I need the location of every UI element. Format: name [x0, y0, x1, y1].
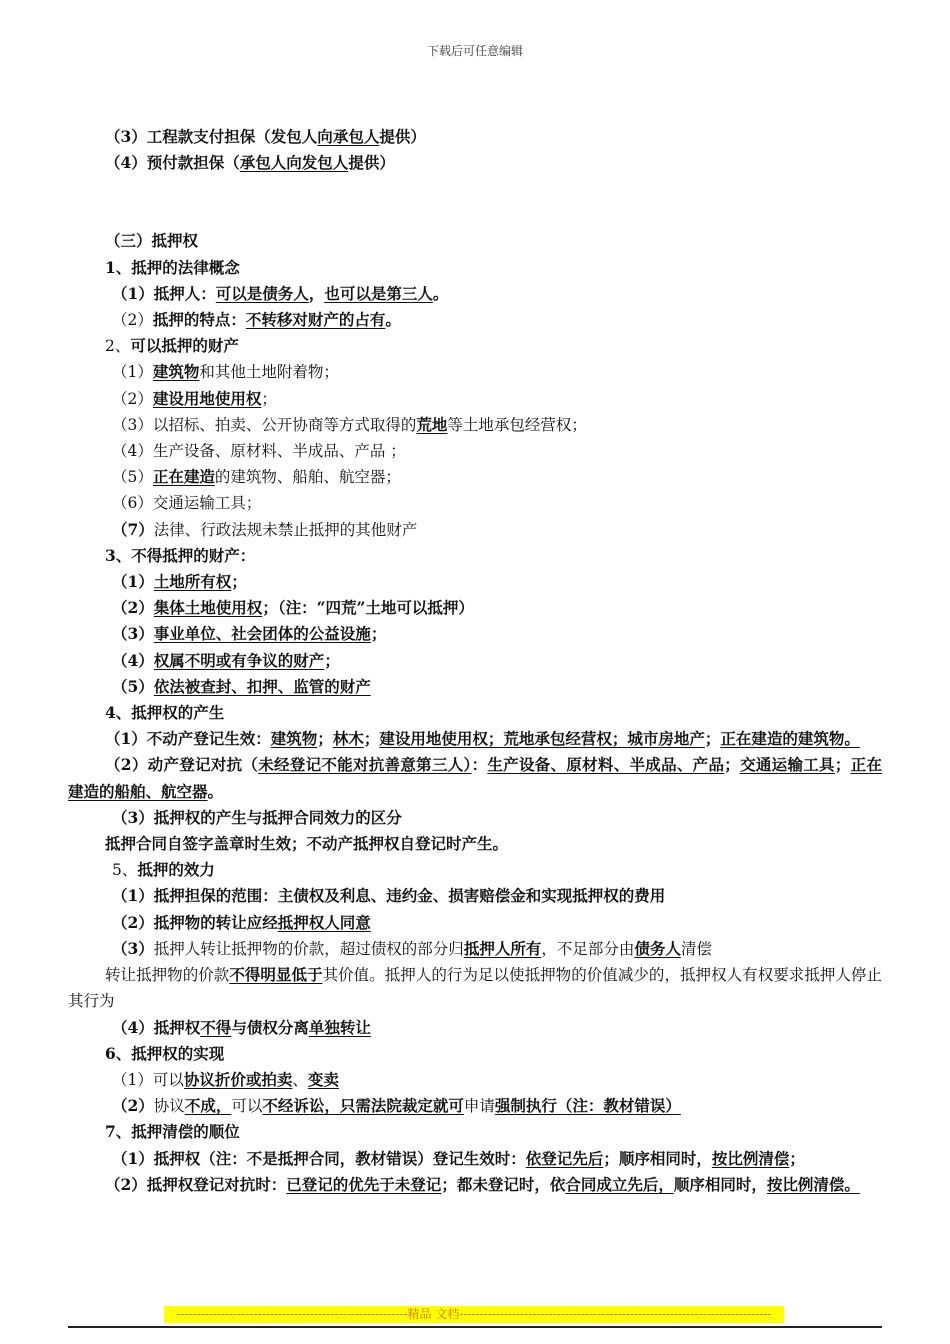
doc-line — [68, 569, 882, 595]
text-segment: （2） — [112, 389, 153, 408]
underlined-text: 荒地 — [416, 414, 448, 434]
underlined-text: 抵押权人同意 — [277, 912, 371, 932]
text-segment: 和其他土地附着物； — [199, 363, 339, 382]
doc-line — [68, 726, 882, 752]
text-segment: ； — [370, 624, 387, 644]
doc-line — [68, 543, 882, 569]
underlined-text: 依登记先后 — [525, 1148, 604, 1168]
text-segment: （2）抵押权登记对抗时： — [105, 1174, 287, 1194]
doc-line — [68, 1041, 882, 1067]
text-segment: （5） — [112, 468, 153, 487]
underlined-text: 承包人向发包人 — [239, 153, 349, 173]
underlined-text: 承包人 — [332, 127, 380, 146]
text-segment: 顺序相同时， — [673, 1174, 767, 1194]
text-segment: （4）生产设备、原材料、半成品、产品 ； — [112, 442, 406, 461]
text-segment: 可以抵押的财产 — [130, 336, 239, 356]
underlined-text: 变卖 — [307, 1069, 339, 1089]
text-segment: ； — [317, 729, 333, 749]
underlined-text: 也可以是第三人 — [324, 283, 433, 303]
underlined-text: 集体土地使用权 — [153, 598, 263, 618]
doc-line — [68, 307, 882, 333]
text-segment: （4）抵押权 — [112, 1017, 201, 1037]
text-segment: （3）工程款支付担保（发包人 — [105, 127, 318, 146]
text-segment: （2）抵押物的转让应经 — [112, 912, 278, 932]
underlined-text: 权属不明或有争议的财产 — [153, 650, 325, 670]
text-segment: 。 — [207, 781, 224, 801]
text-segment: ； — [789, 1148, 805, 1168]
doc-line — [68, 281, 882, 307]
underlined-text: 抵押人所有 — [463, 938, 542, 958]
text-segment: （3） — [112, 938, 154, 958]
text-segment: ； — [231, 572, 247, 592]
text-segment: 抵押人转让抵押物的价款，超过债权的部分归 — [153, 939, 464, 958]
text-segment: ； — [724, 755, 740, 775]
text-segment: ；都未登记时，依 — [441, 1174, 566, 1194]
doc-line — [68, 621, 882, 647]
underlined-text: 事业单位、社会团体的公益设施 — [153, 624, 371, 644]
doc-line — [68, 674, 882, 700]
doc-line — [68, 412, 882, 438]
text-segment: ； — [834, 755, 851, 775]
footer-banner: ---------------------------------------------------------精品 文档----------------------------------------------------------------------------- — [164, 1306, 784, 1323]
document-body — [68, 124, 882, 1198]
text-segment: （7） — [112, 519, 154, 539]
doc-line — [68, 386, 882, 412]
text-segment: 协议 — [153, 1097, 185, 1116]
underlined-text: 不成， — [184, 1096, 232, 1116]
text-segment: （3） — [112, 624, 154, 644]
doc-line — [68, 517, 882, 543]
text-segment: 提供） — [348, 153, 395, 173]
underlined-text: 建筑物 — [270, 729, 318, 749]
underlined-text: 已登记的优先于未登记 — [286, 1174, 442, 1194]
text-segment: ； — [363, 729, 380, 749]
underlined-text: 林木 — [332, 729, 364, 749]
doc-line — [68, 228, 882, 254]
page-header: 下载后可任意编辑 — [426, 44, 523, 58]
text-segment: 等土地承包经营权； — [447, 415, 587, 434]
text-segment: 清偿 — [680, 939, 712, 958]
doc-line — [68, 910, 882, 936]
text-segment: 5、 — [112, 861, 138, 880]
text-segment: 3、不得抵押的财产： — [105, 545, 256, 565]
doc-line — [68, 1067, 882, 1093]
doc-line — [68, 857, 882, 883]
text-segment: 4、抵押权的产生 — [105, 703, 225, 723]
text-segment: 6、抵押权的实现 — [105, 1043, 225, 1063]
underlined-text: 未经登记不能对抗善意第三人） — [258, 755, 472, 775]
text-segment: （3）抵押权的产生与抵押合同效力的区分 — [112, 807, 402, 827]
text-segment: （2） — [112, 311, 153, 330]
text-segment: （6）交通运输工具； — [112, 494, 262, 513]
doc-line — [68, 124, 882, 150]
doc-line — [68, 1015, 882, 1041]
underlined-text: 债务人 — [634, 938, 681, 958]
text-segment: （4）预付款担保（ — [105, 153, 240, 173]
underlined-text: 建筑物 — [152, 362, 200, 382]
doc-line — [68, 1093, 882, 1119]
text-segment: （1）抵押担保的范围：主债权及利息、违约金、损害赔偿金和实现抵押权的费用 — [112, 886, 666, 906]
underlined-text: 不得 — [200, 1017, 232, 1037]
doc-line — [68, 648, 882, 674]
doc-line — [68, 1119, 882, 1145]
underlined-text: 正在建造 — [152, 467, 215, 487]
doc-line — [68, 752, 882, 804]
doc-line — [68, 805, 882, 831]
text-segment: （2） — [112, 1096, 154, 1116]
text-segment: 7、抵押清偿的顺位 — [105, 1122, 240, 1142]
text-segment: （1） — [112, 363, 153, 382]
text-segment: ， — [308, 283, 325, 303]
doc-line — [68, 490, 882, 516]
text-segment: 的建筑物、船舶、航空器； — [214, 468, 401, 487]
text-segment: ；顺序相同时， — [603, 1148, 712, 1168]
underlined-text: 土地所有权 — [153, 572, 232, 592]
text-segment: （三）抵押权 — [105, 231, 199, 251]
underlined-text: 不经诉讼，只需法院裁定就可 — [262, 1096, 464, 1116]
text-segment: （1）抵押权（注：不是抵押合同，教材错误）登记生效时： — [112, 1148, 526, 1168]
text-segment: （1）可以 — [112, 1070, 184, 1089]
text-segment: 抵押合同自签字盖章时生效；不动产抵押权自登记时产生。 — [105, 834, 509, 854]
doc-line — [68, 438, 882, 464]
text-segment: （4） — [112, 650, 154, 670]
underlined-text: 协议折价或拍卖 — [183, 1069, 293, 1089]
doc-line — [68, 333, 882, 359]
text-segment: ； — [324, 650, 340, 670]
doc-line — [68, 150, 882, 176]
underlined-text: 按比例清偿。 — [766, 1174, 860, 1194]
underlined-text: 正在建造的船舶、航空器 — [68, 755, 882, 801]
text-segment: （1） — [112, 572, 154, 592]
underlined-text: 强制执行（注：教材错误） — [494, 1096, 681, 1116]
text-segment: 1、抵押的法律概念 — [105, 257, 240, 277]
text-segment: 与债权分离 — [231, 1017, 309, 1037]
text-segment: （1）抵押人： — [112, 283, 216, 303]
text-segment: 。 — [385, 310, 401, 330]
underlined-text: 不得明显低于 — [229, 965, 323, 985]
text-segment: 抵押的特点： — [152, 310, 246, 330]
text-segment: （2）动产登记对抗（ — [105, 755, 259, 775]
text-segment: （3）以招标、拍卖、公开协商等方式取得的 — [112, 415, 417, 434]
text-segment: 其价值。抵押人的行为足以使抵押物的价值减少的，抵押权人有权要求抵押人停止其行为 — [68, 966, 882, 1011]
text-segment: ； — [261, 389, 277, 408]
text-segment: 法律、行政法规未禁止抵押的其他财产 — [153, 520, 418, 539]
paragraph-gap — [68, 176, 882, 228]
underlined-text: 生产设备、原材料、半成品、产品 — [487, 755, 725, 775]
doc-line — [68, 883, 882, 909]
doc-line — [68, 359, 882, 385]
text-segment: ： — [471, 755, 488, 775]
text-segment: 、 — [292, 1070, 308, 1089]
underlined-text: 按比例清偿 — [711, 1148, 790, 1168]
text-segment: 。 — [432, 283, 449, 303]
underlined-text: 向 — [317, 127, 333, 146]
text-segment: ；（注：“四荒”土地可以抵押） — [262, 598, 474, 618]
text-segment: （2） — [112, 598, 154, 618]
doc-line — [68, 255, 882, 281]
doc-line — [68, 1172, 882, 1198]
text-segment: ，不足部分由 — [541, 939, 635, 958]
text-segment: （1）不动产登记生效： — [105, 729, 271, 749]
text-segment: 转让抵押物的价款 — [105, 966, 230, 985]
text-segment: 申请 — [463, 1097, 495, 1116]
underlined-text: 交通运输工具 — [739, 755, 835, 775]
text-segment: 可以 — [231, 1097, 263, 1116]
text-segment: ； — [704, 729, 721, 749]
doc-line — [68, 831, 882, 857]
underlined-text: 正在建造的建筑物。 — [720, 729, 860, 749]
doc-line — [68, 595, 882, 621]
underlined-text: 依法被查封、扣押、监管的财产 — [153, 676, 371, 696]
text-segment: （5） — [112, 676, 154, 696]
text-segment: 2、 — [105, 337, 131, 356]
doc-line — [68, 464, 882, 490]
bottom-rule — [68, 1326, 882, 1328]
text-segment: 提供） — [379, 127, 426, 146]
underlined-text: 可以是债务人 — [215, 283, 309, 303]
doc-line — [68, 936, 882, 962]
underlined-text: 建设用地使用权；荒地承包经营权；城市房地产 — [379, 729, 705, 749]
text-segment: 抵押的效力 — [137, 860, 215, 880]
doc-line — [68, 1146, 882, 1172]
doc-line — [68, 700, 882, 726]
underlined-text: 合同成立先后， — [565, 1174, 674, 1194]
doc-line — [68, 962, 882, 1014]
underlined-text: 单独转让 — [308, 1017, 371, 1037]
underlined-text: 不转移对财产的占有 — [245, 310, 386, 330]
underlined-text: 建设用地使用权 — [152, 388, 262, 408]
